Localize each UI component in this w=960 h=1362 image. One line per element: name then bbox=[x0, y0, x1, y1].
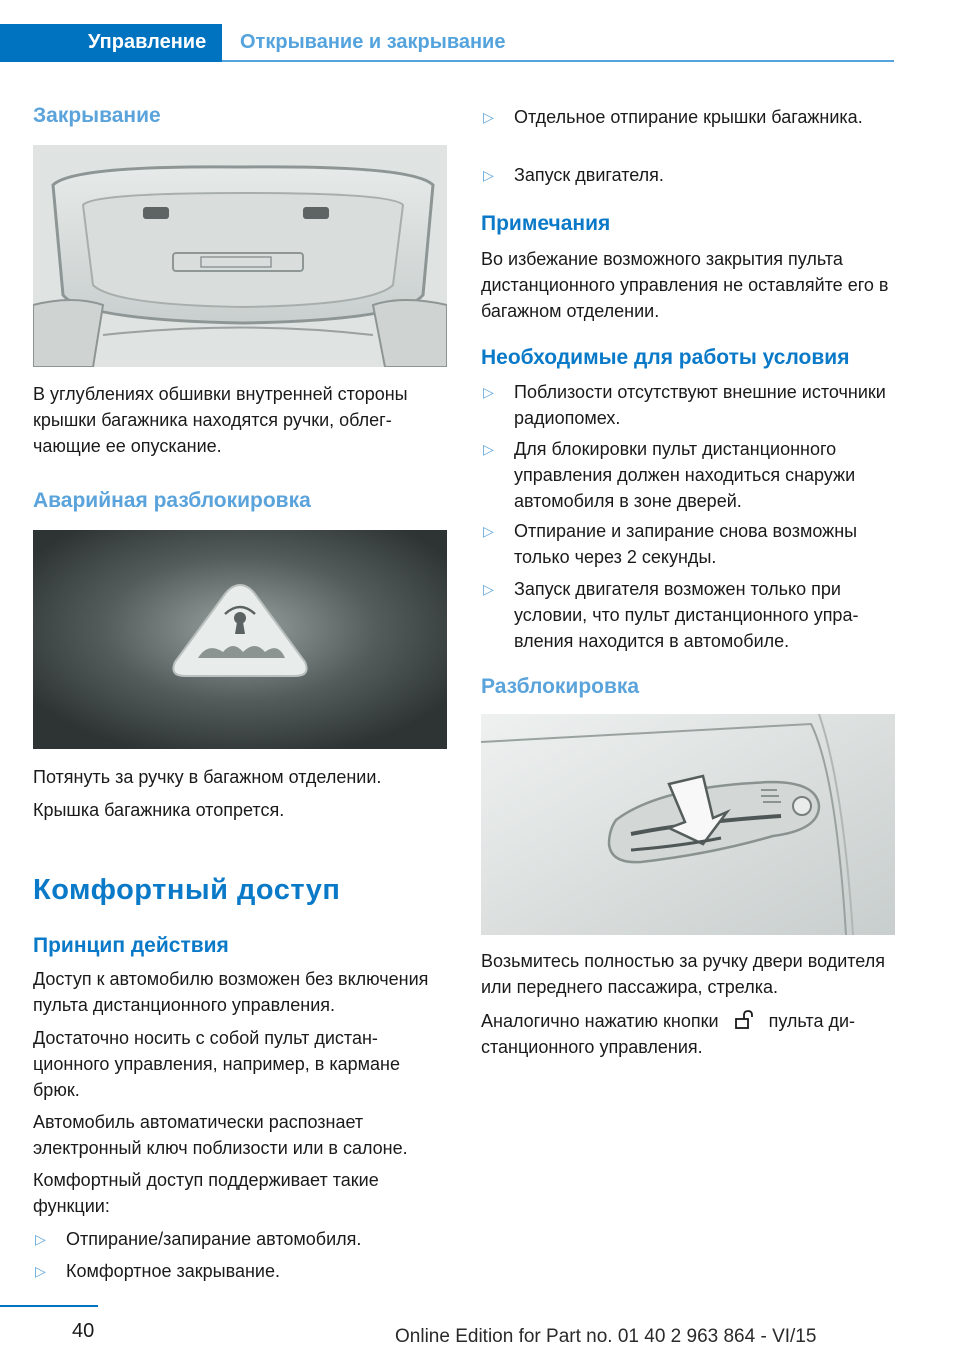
page-number: 40 bbox=[72, 1320, 95, 1342]
heading-conditions: Необходимые для работы условия bbox=[481, 346, 850, 369]
header-rule bbox=[222, 60, 894, 62]
heading-unlock: Разблокировка bbox=[481, 675, 640, 698]
bullet-triangle-icon: ▷ bbox=[483, 384, 494, 400]
bullet-triangle-icon: ▷ bbox=[483, 109, 494, 125]
heading-notes: Примечания bbox=[481, 212, 611, 235]
header-section: Открывание и закрывание bbox=[240, 31, 506, 53]
header-section-active: Управление bbox=[0, 24, 222, 62]
heading-emergency: Аварийная разблокировка bbox=[33, 489, 311, 512]
page-header bbox=[0, 0, 960, 62]
bullet-triangle-icon: ▷ bbox=[483, 523, 494, 539]
trunk-lid-figure bbox=[33, 145, 447, 367]
bullet-triangle-icon: ▷ bbox=[483, 441, 494, 457]
footer-rule bbox=[0, 1305, 98, 1307]
paragraph-closing: В углублениях обшивки внутренней стороны крышки багажника находятся ручки, облегчающие ее опускание. bbox=[33, 384, 408, 456]
unlock-button-icon bbox=[724, 1010, 764, 1030]
paragraph-functions: Комфортный доступ поддерживает такие функции: bbox=[33, 1170, 379, 1216]
door-handle-figure bbox=[481, 714, 895, 935]
emergency-release-figure bbox=[33, 530, 447, 749]
paragraph-notes: Во избежание возможного закрытия пульта дистанционного управления не оставляйте его в багажном отделении. bbox=[481, 249, 889, 321]
paragraph-lid-opens: Крышка багажника отопрется. bbox=[33, 800, 285, 820]
paragraph-access: Доступ к автомобилю возможен без включения пульта дистанционного управления. bbox=[33, 969, 429, 1015]
paragraph-press-button: Аналогично нажатию кнопки пульта дистанционного управления. bbox=[481, 1011, 856, 1057]
heading-closing: Закрывание bbox=[33, 104, 161, 127]
bullet-triangle-icon: ▷ bbox=[483, 581, 494, 597]
bullet-triangle-icon: ▷ bbox=[35, 1231, 46, 1247]
paragraph-pull-handle: Потянуть за ручку в багажном отделении. bbox=[33, 767, 382, 787]
edition-note: Online Edition for Part no. 01 40 2 963 864 - VI/15 bbox=[395, 1326, 817, 1347]
bullet-triangle-icon: ▷ bbox=[35, 1263, 46, 1279]
paragraph-detect-key: Автомобиль автоматически распознает электронный ключ поблизости или в салоне. bbox=[33, 1112, 408, 1158]
paragraph-grab-handle: Возьмитесь полностью за ручку двери водителя или переднего пассажира, стрелка. bbox=[481, 951, 885, 997]
heading-comfort-access: Комфортный доступ bbox=[33, 874, 341, 906]
bullet-triangle-icon: ▷ bbox=[483, 167, 494, 183]
paragraph-carry-remote: Достаточно носить с собой пульт дистанционного управления, например, в кармане брюк. bbox=[33, 1028, 400, 1100]
heading-principle: Принцип действия bbox=[33, 934, 229, 957]
